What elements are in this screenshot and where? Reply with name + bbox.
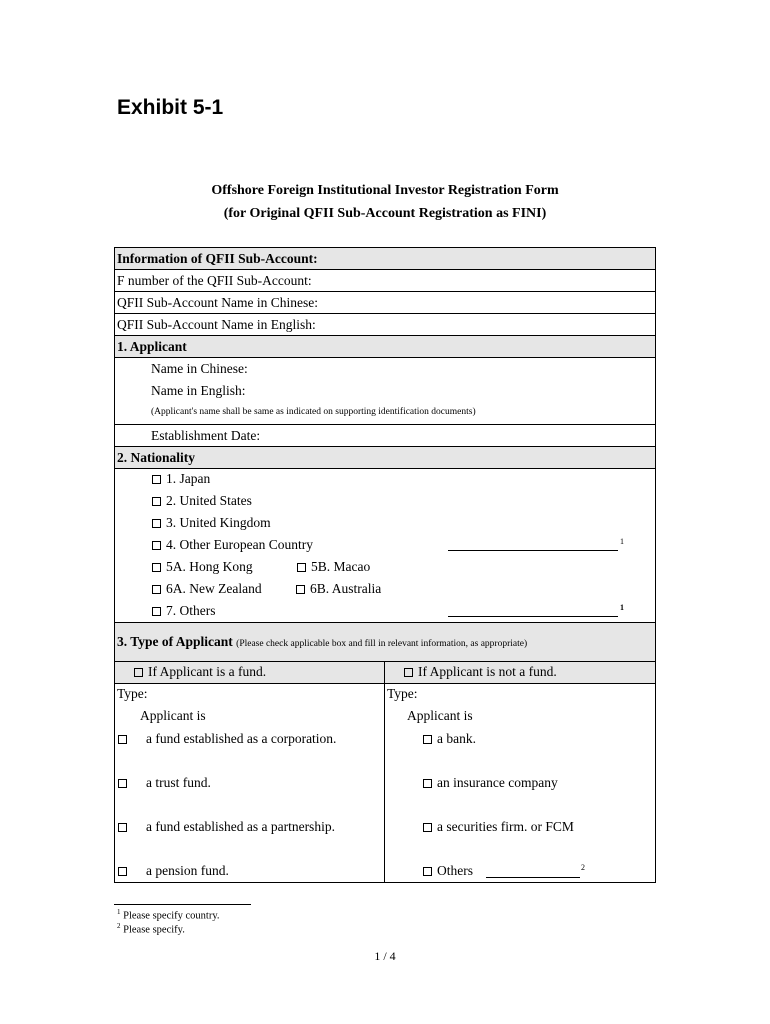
option-label: a fund established as a corporation.: [146, 731, 337, 746]
applicant-type-options: [115, 684, 655, 882]
type-heading-row: [115, 623, 655, 662]
subaccount-heading: Information of QFII Sub-Account:: [115, 248, 655, 270]
option-label: 5B. Macao: [311, 559, 371, 574]
fund-option-trust[interactable]: [118, 775, 211, 791]
f-number-field[interactable]: F number of the QFII Sub-Account:: [115, 270, 655, 292]
checkbox-icon[interactable]: [297, 563, 306, 572]
fund-type-headers: [115, 662, 655, 684]
option-label: a pension fund.: [146, 863, 229, 878]
checkbox-icon[interactable]: [404, 668, 413, 677]
applicant-name-note: (Applicant's name shall be same as indicated on supporting identification documents): [151, 407, 476, 417]
fund-type-label: Type:: [117, 686, 148, 701]
fund-applicant-is: Applicant is: [140, 708, 206, 723]
others-specify-blank[interactable]: [486, 877, 580, 878]
applicant-name-chinese-field[interactable]: Name in Chinese:: [151, 361, 248, 376]
type-heading: 3. Type of Applicant (Please check applicable box and fill in relevant information, as appropriate): [117, 634, 528, 649]
checkbox-icon[interactable]: [134, 668, 143, 677]
footnote-divider: [114, 904, 251, 905]
subaccount-name-english-field[interactable]: QFII Sub-Account Name in English:: [115, 314, 655, 336]
applicant-name-english-field[interactable]: Name in English:: [151, 383, 246, 398]
notfund-option-bank[interactable]: [423, 731, 476, 747]
checkbox-icon[interactable]: [423, 735, 432, 744]
option-new-zealand[interactable]: [152, 581, 262, 597]
country-blank-line[interactable]: [448, 550, 618, 551]
option-label: 5A. Hong Kong: [166, 559, 253, 574]
notfund-applicant-is: Applicant is: [407, 708, 473, 723]
checkbox-icon[interactable]: [423, 823, 432, 832]
checkbox-icon[interactable]: [152, 497, 161, 506]
notfund-header-label: If Applicant is not a fund.: [418, 664, 557, 679]
option-label: 3. United Kingdom: [166, 515, 271, 530]
nationality-options: [115, 469, 655, 623]
footnote-mark: 1: [620, 537, 624, 546]
option-label: 2. United States: [166, 493, 252, 508]
footnote-mark: 2: [581, 863, 585, 872]
form-subtitle: (for Original QFII Sub-Account Registration as FINI): [223, 206, 547, 221]
option-label: a trust fund.: [146, 775, 211, 790]
exhibit-title: Exhibit 5-1: [117, 96, 224, 119]
checkbox-icon[interactable]: [152, 563, 161, 572]
notfund-option-securities[interactable]: [423, 819, 574, 835]
fund-header-label: If Applicant is a fund.: [148, 664, 267, 679]
checkbox-icon[interactable]: [152, 475, 161, 484]
notfund-type-label: Type:: [387, 686, 418, 701]
subaccount-name-chinese-field[interactable]: QFII Sub-Account Name in Chinese:: [115, 292, 655, 314]
option-label: 6B. Australia: [310, 581, 382, 596]
notfund-option-insurance[interactable]: [423, 775, 558, 791]
option-other-european-country[interactable]: [152, 537, 313, 553]
option-label: 1. Japan: [166, 471, 211, 486]
footnote-mark: 1: [620, 603, 624, 612]
checkbox-icon[interactable]: [152, 519, 161, 528]
column-divider: [384, 684, 385, 882]
option-label: 4. Other European Country: [166, 537, 313, 552]
checkbox-icon[interactable]: [118, 823, 127, 832]
others-blank-line[interactable]: [448, 616, 618, 617]
footnote-2: $^2$ Please specify.: [117, 922, 185, 936]
checkbox-icon[interactable]: [118, 867, 127, 876]
form-title: Offshore Foreign Institutional Investor Registration Form: [211, 183, 559, 198]
notfund-header[interactable]: [404, 664, 557, 680]
checkbox-icon[interactable]: [118, 779, 127, 788]
option-japan[interactable]: [152, 471, 210, 487]
nationality-heading: 2. Nationality: [115, 447, 655, 469]
checkbox-icon[interactable]: [296, 585, 305, 594]
option-label: an insurance company: [437, 775, 558, 790]
fund-option-partnership[interactable]: [118, 819, 335, 835]
option-united-states[interactable]: [152, 493, 252, 509]
option-label: a fund established as a partnership.: [146, 819, 335, 834]
checkbox-icon[interactable]: [118, 735, 127, 744]
checkbox-icon[interactable]: [423, 779, 432, 788]
applicant-names-section: [115, 358, 655, 425]
option-label: a securities firm. or FCM: [437, 819, 574, 834]
notfund-option-others[interactable]: [423, 863, 473, 879]
checkbox-icon[interactable]: [152, 607, 161, 616]
option-label: Others: [437, 863, 473, 878]
registration-form-table: [114, 247, 656, 883]
checkbox-icon[interactable]: [152, 541, 161, 550]
option-macao[interactable]: [297, 559, 370, 575]
option-united-kingdom[interactable]: [152, 515, 271, 531]
page-number: 1 / 4: [374, 949, 396, 963]
fund-option-pension[interactable]: [118, 863, 229, 879]
fund-header[interactable]: [134, 664, 266, 680]
applicant-heading: 1. Applicant: [115, 336, 655, 358]
checkbox-icon[interactable]: [152, 585, 161, 594]
fund-option-corporation[interactable]: [118, 731, 336, 747]
option-hong-kong[interactable]: [152, 559, 253, 575]
column-divider: [384, 662, 385, 683]
option-label: 6A. New Zealand: [166, 581, 262, 596]
option-others[interactable]: [152, 603, 216, 619]
option-label: 7. Others: [166, 603, 216, 618]
footnote-1: $^1$ Please specify country.: [117, 908, 220, 922]
establishment-date-row: [115, 425, 655, 447]
option-australia[interactable]: [296, 581, 381, 597]
checkbox-icon[interactable]: [423, 867, 432, 876]
type-note: (Please check applicable box and fill in relevant information, as appropriate): [236, 639, 528, 649]
option-label: a bank.: [437, 731, 476, 746]
establishment-date-field[interactable]: Establishment Date:: [151, 428, 261, 443]
